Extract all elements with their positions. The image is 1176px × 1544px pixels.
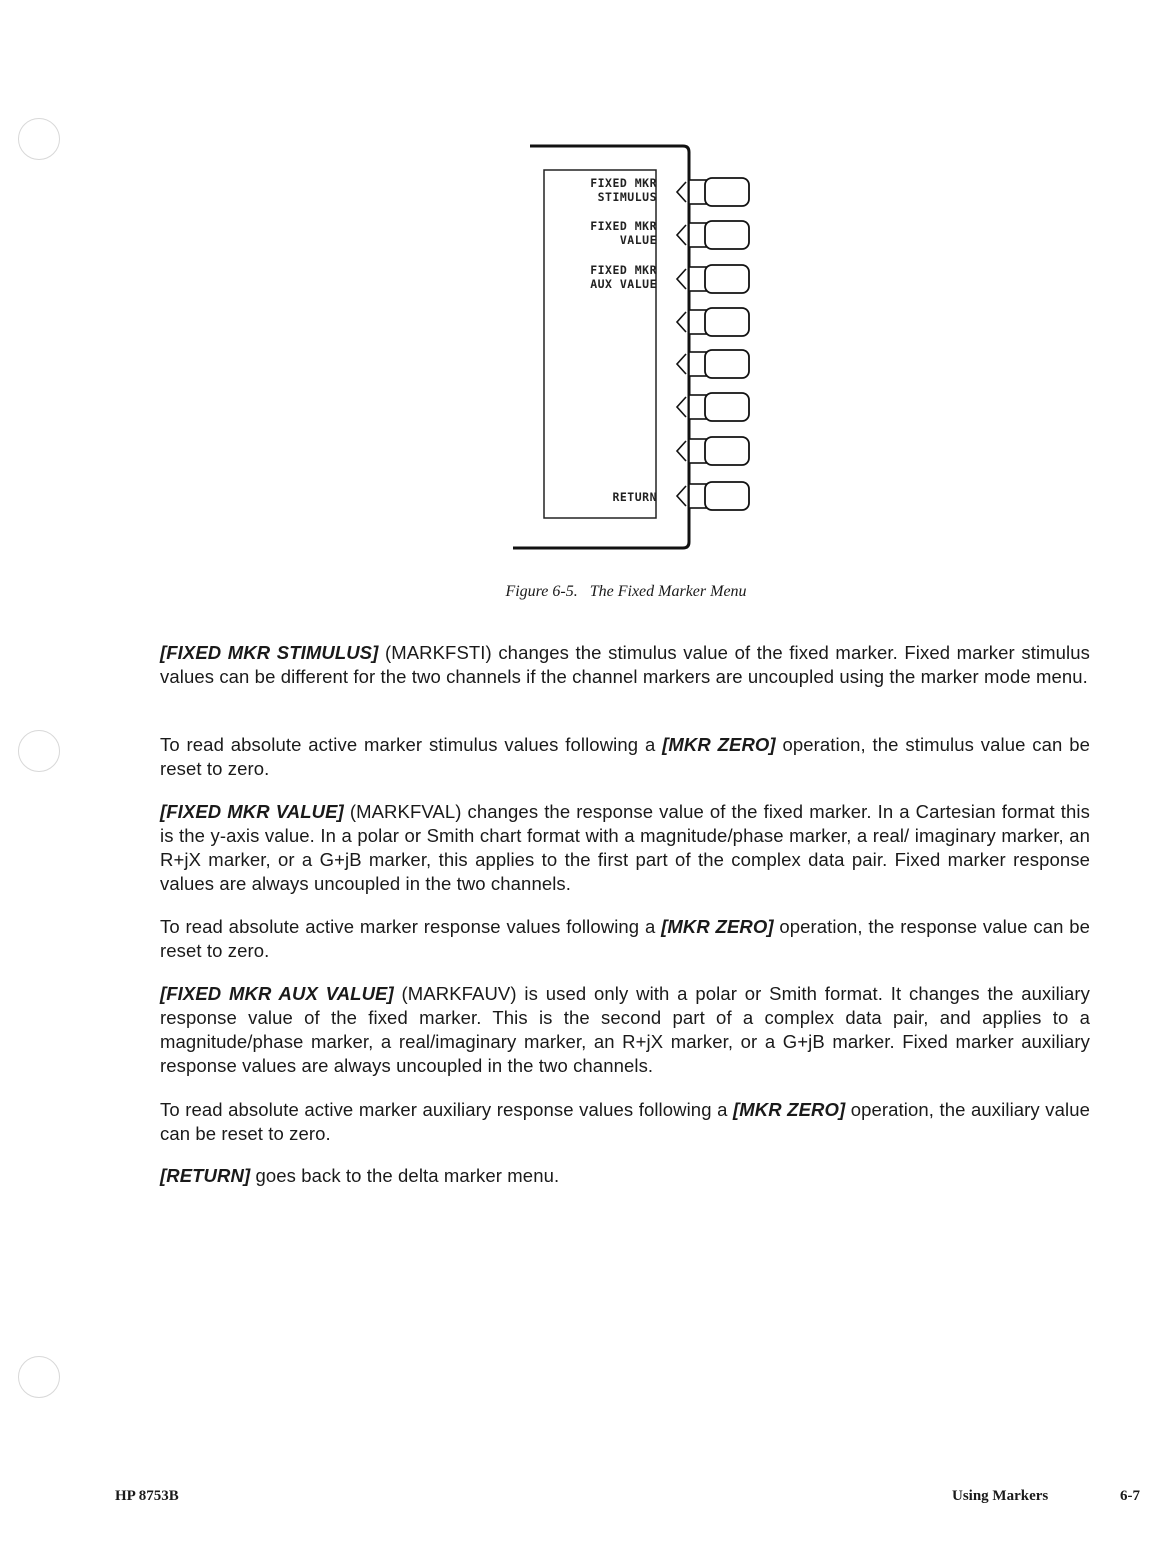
softkey-button-2[interactable] xyxy=(705,221,749,249)
softkey-reference: [RETURN] xyxy=(160,1165,251,1186)
punch-hole-bottom xyxy=(18,1356,60,1398)
paragraph-text: (MARKFAUV) is used only with a polar or Smith format. It changes the auxiliary response value of the fixed marker. This is the second part of a complex data pair, and applies to a magnitude/phase marker, a real/imaginary marker, an R+jX marker, or a G+jB marker. Fixed marker auxiliary response values are always uncoupled in the two channels. xyxy=(160,983,1090,1076)
softkey-label-3: FIXED MKR AUX VALUE xyxy=(590,263,657,291)
paragraph-aux-mkr-zero xyxy=(160,1098,1090,1146)
softkey-button-3[interactable] xyxy=(705,265,749,293)
punch-hole-middle xyxy=(18,730,60,772)
paragraph-text: (MARKFVAL) changes the response value of the fixed marker. In a Cartesian format this is the y-axis value. In a polar or Smith chart format with a magnitude/phase marker, a real/ imaginary marker, an R+jX marker, or a G+jB marker, this applies to the first part of the complex data pair. Fixed marker response values are always uncoupled in the two channels. xyxy=(160,801,1090,894)
softkey-reference: [FIXED MKR VALUE] xyxy=(160,801,344,822)
paragraph-text: operation, the stimulus value can be reset to zero. xyxy=(160,734,1091,779)
paragraph-response-mkr-zero xyxy=(160,915,1090,963)
footer-product: HP 8753B xyxy=(115,1488,179,1504)
paragraph-return xyxy=(160,1164,1090,1188)
softkey-button-6[interactable] xyxy=(705,393,749,421)
caption-number: Figure 6-5. xyxy=(505,583,578,600)
softkey-pointer-icon xyxy=(677,486,686,506)
softkey-button-5[interactable] xyxy=(705,350,749,378)
softkey-pointer-icon xyxy=(677,225,686,245)
softkey-reference: [MKR ZERO] xyxy=(662,734,776,755)
softkey-label-2: FIXED MKR VALUE xyxy=(590,219,657,247)
softkey-label-1: FIXED MKR STIMULUS xyxy=(590,176,657,204)
punch-hole-top xyxy=(18,118,60,160)
softkey-button-1[interactable] xyxy=(705,178,749,206)
softkey-label-8: RETURN xyxy=(612,490,657,504)
paragraph-text: operation, the auxiliary value can be reset to zero. xyxy=(160,1099,1091,1144)
softkey-pointer-icon xyxy=(677,182,686,202)
paragraph-fixed-mkr-aux-value xyxy=(160,982,1090,1078)
softkey-reference: [MKR ZERO] xyxy=(661,916,774,937)
softkey-button-8[interactable] xyxy=(705,482,749,510)
paragraph-text: goes back to the delta marker menu. xyxy=(250,1165,560,1186)
softkey-button-4[interactable] xyxy=(705,308,749,336)
softkey-reference: [FIXED MKR AUX VALUE] xyxy=(160,983,394,1004)
paragraph-text: To read absolute active marker response values following a xyxy=(160,916,662,937)
paragraph-text: operation, the response value can be reset to zero. xyxy=(160,916,1091,961)
footer-section: Using Markers xyxy=(952,1488,1049,1504)
softkey-pointer-icon xyxy=(677,441,686,461)
paragraph-text: To read absolute active marker stimulus values following a xyxy=(160,734,663,755)
softkey-pointer-icon xyxy=(677,354,686,374)
paragraph-text: To read absolute active marker auxiliary response values following a xyxy=(160,1099,733,1120)
fixed-marker-menu-figure xyxy=(505,140,765,560)
figure-caption xyxy=(0,583,1176,601)
softkey-reference: [MKR ZERO] xyxy=(732,1099,846,1120)
softkey-reference: [FIXED MKR STIMULUS] xyxy=(160,642,379,663)
caption-title: The Fixed Marker Menu xyxy=(589,583,747,600)
paragraph-fixed-mkr-stimulus xyxy=(160,641,1090,689)
paragraph-text: (MARKFSTI) changes the stimulus value of the fixed marker. Fixed marker stimulus values can be different for the two channels if the channel markers are uncoupled using the marker mode menu. xyxy=(160,642,1091,687)
softkey-pointer-icon xyxy=(677,397,686,417)
footer-page-number: 6-7 xyxy=(1120,1488,1140,1504)
paragraph-fixed-mkr-value xyxy=(160,800,1090,896)
softkey-pointer-icon xyxy=(677,269,686,289)
softkey-pointer-icon xyxy=(677,312,686,332)
paragraph-stimulus-mkr-zero xyxy=(160,733,1090,781)
softkey-button-7[interactable] xyxy=(705,437,749,465)
